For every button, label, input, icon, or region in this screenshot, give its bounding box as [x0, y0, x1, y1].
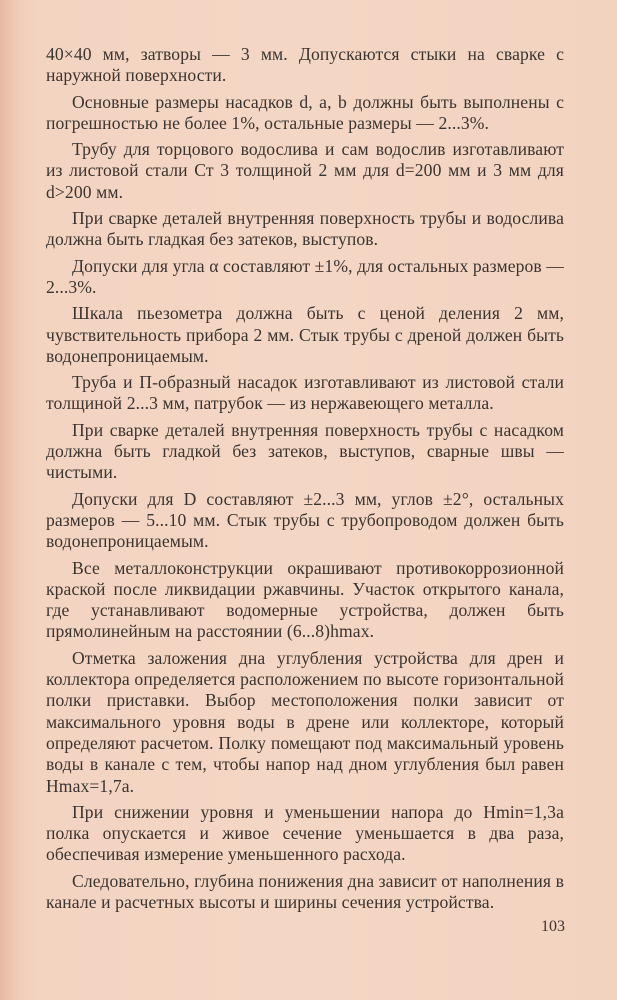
- paragraph-level-decrease: При снижении уровня и уменьшении напора до Hmin=1,3a полка опускается и живое сечение уменьшается в два раза, обеспечивая измерение уменьшенного расхода.: [46, 801, 564, 865]
- paragraph-nozzle-dimensions: Основные размеры насадков d, a, b должны быть выполнены с погрешностью не более 1%, остальные размеры — 2...3%.: [46, 91, 564, 133]
- paragraph-weir-welding: При сварке деталей внутренняя поверхность трубы и водослива должна быть гладкая без затеков, выступов.: [46, 208, 564, 250]
- book-page-text: [46, 44, 564, 918]
- paragraph-u-shaped-nozzle: Труба и П-образный насадок изготавливают из листовой стали толщиной 2...3 мм, патрубок — из нержавеющего металла.: [46, 372, 564, 414]
- paragraph-conclusion: Следовательно, глубина понижения дна зависит от наполнения в канале и расчетных высоты и ширины сечения устройства.: [46, 870, 564, 912]
- paragraph-angle-tolerances: Допуски для угла α составляют ±1%, для остальных размеров — 2...3%.: [46, 255, 564, 297]
- paragraph-welding-joints: 40×40 мм, затворы — 3 мм. Допускаются стыки на сварке с наружной поверхности.: [46, 44, 564, 86]
- paragraph-corrosion-paint: Все металлоконструкции окрашивают противокоррозионной краской после ликвидации ржавчины. Участок открытого канала, где устанавливают водомерные устройства, должен быть прямолинейным на расстоянии (6...8)hmax.: [46, 557, 564, 642]
- paragraph-bottom-elevation: Отметка заложения дна углубления устройства для дрен и коллектора определяется расположением по высоте горизонтальной полки приставки. Выбор местоположения полки зависит от максимального уровня воды в дрене или коллекторе, который определяют расчетом. Полку помещают под максимальный уровень воды в канале с тем, чтобы напор над дном углубления был равен Hmax=1,7a.: [46, 647, 564, 796]
- paragraph-nozzle-welding: При сварке деталей внутренняя поверхность трубы с насадком должна быть гладкой без затеков, выступов, сварные швы — чистыми.: [46, 419, 564, 483]
- paragraph-piezometer-scale: Шкала пьезометра должна быть с ценой деления 2 мм, чувствительность прибора 2 мм. Стык трубы с дреной должен быть водонепроницаемым.: [46, 303, 564, 366]
- paragraph-d-tolerances: Допуски для D составляют ±2...3 мм, углов ±2°, остальных размеров — 5...10 мм. Стык трубы с трубопроводом должен быть водонепроницаемым.: [46, 488, 564, 552]
- page-number: 103: [541, 918, 565, 935]
- paragraph-end-weir-pipe: Трубу для торцового водослива и сам водослив изготавливают из листовой стали Ст 3 толщиной 2 мм для d=200 мм и 3 мм для d>200 мм.: [46, 139, 564, 202]
